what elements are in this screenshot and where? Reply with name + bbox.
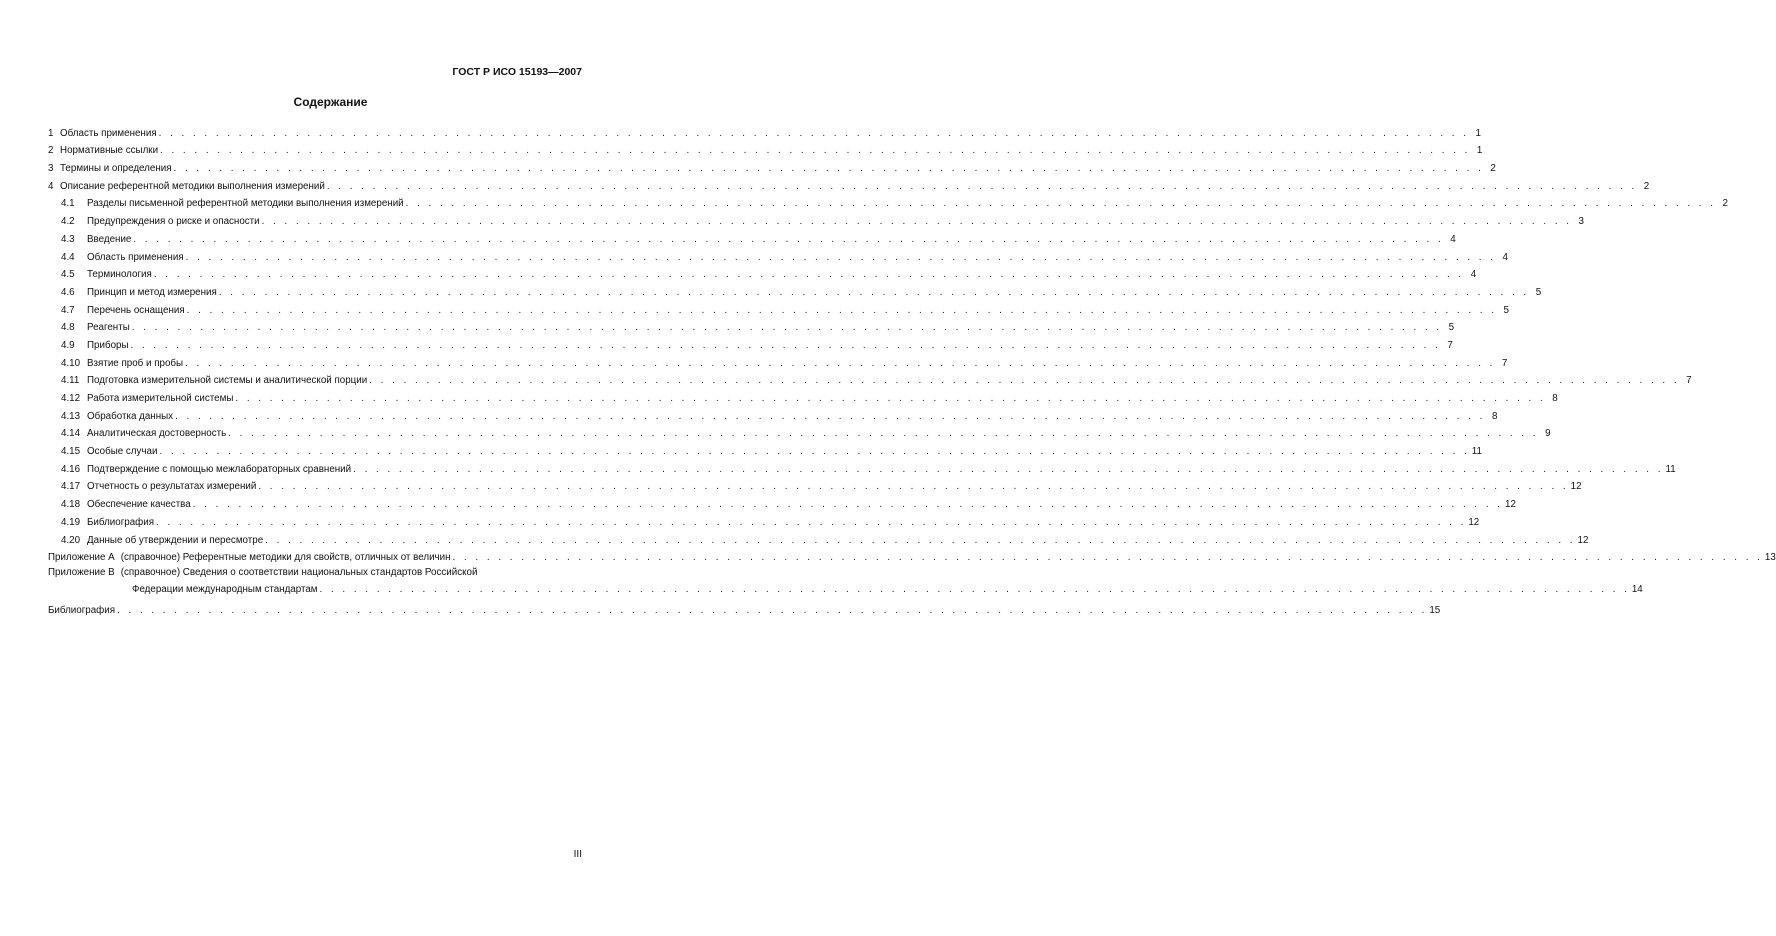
leader-dots: . . . . . . . . . . . . . . . . . . . . . . . . . . . . . . . . . . . . . . . . . . . . . . . . . . . . . . . . . . . . . . . . . . . . . . . . . . . . . . . . . . . . . . . . . . . . . . . . . . . . . . . . . . . . . . . . . . . [159,446,1470,458]
toc-entry-number: 4.7 [61,304,75,316]
toc-entry-label [61,481,256,493]
toc-entry-title: Область применения [60,127,157,139]
toc-entry-page: 12 [1570,481,1582,493]
toc-entry[interactable] [48,317,1455,335]
toc-entry-title: Обработка данных [87,410,174,422]
toc-entry-number: 4.5 [61,269,75,281]
toc-entry-title: Терминология [87,269,152,281]
toc-entry-appendix-a[interactable] [48,547,1776,565]
toc-entry-number: 4.2 [61,216,75,228]
toc-entry-title: Аналитическая достоверность [87,428,227,440]
toc-entry[interactable] [48,210,1584,228]
toc-entry-number: 4.1 [61,198,75,210]
toc-entry-page: 8 [1491,410,1498,422]
toc-entry-page: 9 [1545,428,1551,440]
toc-entry-number: 4.13 [61,410,81,422]
toc-entry-label [61,411,173,423]
toc-entry-page: 4 [1450,233,1456,245]
toc-entry-page: 15 [1429,604,1441,616]
toc-entry-label [61,375,367,387]
toc-entry-number: 2 [48,145,54,157]
toc-entry[interactable] [48,228,1456,246]
toc-entry-number: 1 [48,127,54,139]
toc-entry-label [48,128,157,140]
toc-entry-number: 4.11 [61,375,80,387]
toc-entry-label [61,234,131,246]
toc-entry[interactable] [48,122,1481,140]
leader-dots: . . . . . . . . . . . . . . . . . . . . . . . . . . . . . . . . . . . . . . . . . . . . . . . . . . . . . . . . . . . . . . . . . . . . . . . . . . . . . . . . . . . . . . . . . . . . . . . . . . . . . . . . . . . . . . . . . . . [353,463,1664,475]
toc-entry-page: 2 [1722,198,1728,210]
toc-entry[interactable] [48,476,1582,494]
toc-entry-label [61,322,130,334]
toc-entry-title: Взятие проб и пробы [87,357,184,369]
toc-entry-label [48,145,158,157]
toc-entry-title: Работа измерительной системы [87,393,234,404]
leader-dots: . . . . . . . . . . . . . . . . . . . . . . . . . . . . . . . . . . . . . . . . . . . . . . . . . . . . . . . . . . . . . . . . . . . . . . . . . . . . . . . . . . . . . . . . . . . . . . . . . . . . . . . . . . . . . . . . . . . [228,428,1539,440]
leader-dots: . . . . . . . . . . . . . . . . . . . . . . . . . . . . . . . . . . . . . . . . . . . . . . . . . . . . . . . . . . . . . . . . . . . . . . . . . . . . . . . . . . . . . . . . . . . . . . . . . . . . . . . . . . . . . . . . . . . [156,516,1467,528]
toc-entry-number: 4.19 [61,516,81,528]
document-header: ГОСТ Р ИСО 15193—2007 [452,66,582,78]
toc-entry-title: Реагенты [87,322,130,334]
toc-entry-number: 4.8 [61,322,75,334]
toc-entry[interactable] [48,175,1650,193]
leader-dots: . . . . . . . . . . . . . . . . . . . . . . . . . . . . . . . . . . . . . . . . . . . . . . . . . . . . . . . . . . . . . . . . . . . . . . . . . . . . . . . . . . . . . . . . . . . . . . . . . . . . . . . . . . . . . . . . . . . [319,584,1630,596]
toc-entry[interactable] [48,281,1542,299]
toc-entry[interactable] [48,511,1480,529]
toc-entry[interactable] [48,405,1498,423]
leader-dots: . . . . . . . . . . . . . . . . . . . . . . . . . . . . . . . . . . . . . . . . . . . . . . . . . . . . . . . . . . . . . . . . . . . . . . . . . . . . . . . . . . . . . . . . . . . . . . . . . . . . . . . . . . . . . . . . . . . [131,322,1443,334]
toc-entry-number: 4.10 [61,357,81,369]
leader-dots: . . . . . . . . . . . . . . . . . . . . . . . . . . . . . . . . . . . . . . . . . . . . . . . . . . . . . . . . . . . . . . . . . . . . . . . . . . . . . . . . . . . . . . . . . . . . . . . . . . . . . . . . . . . . . . . . . . . [153,269,1465,281]
toc-entry[interactable] [48,246,1508,264]
toc-entry-number: 4.20 [61,534,81,546]
toc-entry-page: 2 [1490,163,1496,175]
toc-entry-label [61,464,351,476]
toc-entry-page: 12 [1468,516,1480,528]
toc-entry-label [61,252,184,264]
toc-entry-title: Введение [87,233,132,245]
toc-entry-page: 3 [1578,216,1584,228]
toc-entry[interactable] [48,157,1496,175]
toc-entry-page: 12 [1577,534,1589,546]
toc-entry-title: Подготовка измерительной системы и аналитической порции [87,375,368,387]
toc-entry-page: 1 [1475,127,1481,139]
toc-entry-title: (справочное) Референтные методики для свойств, отличных от величин [120,552,451,564]
toc-entry-label [61,305,185,317]
toc-entry-label [61,499,191,511]
toc-entry-number: 4.15 [61,446,81,458]
toc-entry-number: 4.6 [61,286,75,298]
toc-entry-label [61,517,154,529]
leader-dots: . . . . . . . . . . . . . . . . . . . . . . . . . . . . . . . . . . . . . . . . . . . . . . . . . . . . . . . . . . . . . . . . . . . . . . . . . . . . . . . . . . . . . . . . . . . . . . . . . . . . . . . . . . . . . . . . . . . [117,604,1428,616]
leader-dots: . . . . . . . . . . . . . . . . . . . . . . . . . . . . . . . . . . . . . . . . . . . . . . . . . . . . . . . . . . . . . . . . . . . . . . . . . . . . . . . . . . . . . . . . . . . . . . . . . . . . . . . . . . . . . . . . . . . [326,180,1638,192]
toc-entry-bibliography[interactable] [48,599,1441,617]
toc-entry-title: (справочное) Сведения о соответствии национальных стандартов Российской [120,567,478,579]
page-title: Содержание [293,95,368,109]
toc-entry-page: 4 [1502,251,1508,263]
toc-entry[interactable] [48,387,1558,405]
toc-entry-number: 4.16 [61,463,81,475]
leader-dots: . . . . . . . . . . . . . . . . . . . . . . . . . . . . . . . . . . . . . . . . . . . . . . . . . . . . . . . . . . . . . . . . . . . . . . . . . . . . . . . . . . . . . . . . . . . . . . . . . . . . . . . . . . . . . . . . . . . [173,163,1484,175]
toc-entry[interactable] [48,193,1728,211]
leader-dots: . . . . . . . . . . . . . . . . . . . . . . . . . . . . . . . . . . . . . . . . . . . . . . . . . . . . . . . . . . . . . . . . . . . . . . . . . . . . . . . . . . . . . . . . . . . . . . . . . . . . . . . . . . . . . . . . . . . [133,233,1444,245]
leader-dots: . . . . . . . . . . . . . . . . . . . . . . . . . . . . . . . . . . . . . . . . . . . . . . . . . . . . . . . . . . . . . . . . . . . . . . . . . . . . . . . . . . . . . . . . . . . . . . . . . . . . . . . . . . . . . . . . . . . [158,127,1469,139]
toc-entry-page: 14 [1631,584,1643,596]
toc-entry-label [48,181,325,193]
toc-entry-label [61,446,157,458]
leader-dots: . . . . . . . . . . . . . . . . . . . . . . . . . . . . . . . . . . . . . . . . . . . . . . . . . . . . . . . . . . . . . . . . . . . . . . . . . . . . . . . . . . . . . . . . . . . . . . . . . . . . . . . . . . . . . . . . . . . [369,375,1680,387]
toc-entry-title: Перечень оснащения [87,304,185,316]
toc-entry-title: Термины и определения [60,163,172,175]
table-of-contents [48,122,1776,617]
toc-entry-page: 5 [1503,304,1509,316]
toc-entry[interactable] [48,264,1477,282]
toc-entry-page: 5 [1535,286,1542,298]
toc-entry[interactable] [48,440,1482,458]
toc-entry-number: 3 [48,163,54,175]
leader-dots: . . . . . . . . . . . . . . . . . . . . . . . . . . . . . . . . . . . . . . . . . . . . . . . . . . . . . . . . . . . . . . . . . . . . . . . . . . . . . . . . . . . . . . . . . . . . . . . . . . . . . . . . . . . . . . . . . . . [218,286,1530,298]
toc-entry-page: 7 [1501,357,1508,369]
leader-dots: . . . . . . . . . . . . . . . . . . . . . . . . . . . . . . . . . . . . . . . . . . . . . . . . . . . . . . . . . . . . . . . . . . . . . . . . . . . . . . . . . . . . . . . . . . . . . . . . . . . . . . . . . . . . . . . . . . . [235,393,1546,404]
toc-entry[interactable] [48,493,1516,511]
toc-entry-title: Библиография [48,604,116,616]
toc-entry-page: 2 [1643,180,1650,192]
leader-dots: . . . . . . . . . . . . . . . . . . . . . . . . . . . . . . . . . . . . . . . . . . . . . . . . . . . . . . . . . . . . . . . . . . . . . . . . . . . . . . . . . . . . . . . . . . . . . . . . . . . . . . . . . . . . . . . . . . . [130,339,1441,351]
leader-dots: . . . . . . . . . . . . . . . . . . . . . . . . . . . . . . . . . . . . . . . . . . . . . . . . . . . . . . . . . . . . . . . . . . . . . . . . . . . . . . . . . . . . . . . . . . . . . . . . . . . . . . . . . . . . . . . . . . . [175,410,1486,422]
toc-entry-label [61,393,233,405]
toc-entry[interactable] [48,458,1676,476]
leader-dots: . . . . . . . . . . . . . . . . . . . . . . . . . . . . . . . . . . . . . . . . . . . . . . . . . . . . . . . . . . . . . . . . . . . . . . . . . . . . . . . . . . . . . . . . . . . . . . . . . . . . . . . . . . . . . . . . . . . [160,145,1471,157]
toc-entry-label [61,428,226,440]
toc-entry[interactable] [48,299,1509,317]
toc-entry[interactable] [48,352,1508,370]
toc-entry-page: 1 [1476,145,1483,157]
toc-entry-number: 4.12 [61,393,81,404]
toc-entry-title: Подтверждение с помощью межлабораторных сравнений [87,463,352,475]
toc-entry-title: Принцип и метод измерения [87,286,217,298]
toc-entry-title: Особые случаи [87,446,158,458]
toc-entry-page: 12 [1505,499,1516,511]
toc-entry-page: 11 [1471,446,1482,458]
toc-entry-page: 5 [1448,322,1455,334]
toc-entry-page: 7 [1447,339,1453,351]
toc-entry-number: 4.18 [61,499,81,511]
leader-dots: . . . . . . . . . . . . . . . . . . . . . . . . . . . . . . . . . . . . . . . . . . . . . . . . . . . . . . . . . . . . . . . . . . . . . . . . . . . . . . . . . . . . . . . . . . . . . . . . . . . . . . . . . . . . . . . . . . . [405,198,1716,210]
toc-entry-title: Библиография [87,516,155,528]
toc-entry-title: Предупреждения о риске и опасности [87,216,260,228]
leader-dots: . . . . . . . . . . . . . . . . . . . . . . . . . . . . . . . . . . . . . . . . . . . . . . . . . . . . . . . . . . . . . . . . . . . . . . . . . . . . . . . . . . . . . . . . . . . . . . . . . . . . . . . . . . . . . . . . . . . [452,552,1763,564]
toc-entry-page: 8 [1552,393,1558,404]
toc-entry-title: Описание референтной методики выполнения измерений [60,180,325,192]
toc-entry-page: 4 [1470,269,1477,281]
toc-entry-title: Разделы письменной референтной методики выполнения измерений [87,198,404,210]
toc-entry-label [61,198,404,210]
toc-entry-number: 4.9 [61,339,75,351]
toc-entry-page: 13 [1764,552,1776,564]
toc-entry-page: 7 [1686,375,1692,387]
toc-entry[interactable] [48,334,1453,352]
appendix-b-line1 [48,564,582,581]
toc-entry-appendix-b[interactable] [48,564,1643,599]
toc-entry[interactable] [48,529,1589,547]
toc-entry-label [61,216,260,228]
toc-entry-number: 4.3 [61,233,75,245]
appendix-prefix: Приложение А [48,552,115,564]
leader-dots: . . . . . . . . . . . . . . . . . . . . . . . . . . . . . . . . . . . . . . . . . . . . . . . . . . . . . . . . . . . . . . . . . . . . . . . . . . . . . . . . . . . . . . . . . . . . . . . . . . . . . . . . . . . . . . . . . . . [265,534,1576,546]
page-number: III [573,849,582,860]
toc-entry-title: Область применения [87,251,184,263]
leader-dots: . . . . . . . . . . . . . . . . . . . . . . . . . . . . . . . . . . . . . . . . . . . . . . . . . . . . . . . . . . . . . . . . . . . . . . . . . . . . . . . . . . . . . . . . . . . . . . . . . . . . . . . . . . . . . . . . . . . [185,251,1496,263]
appendix-b-line2 [48,581,1643,598]
toc-entry-label [61,340,129,352]
toc-entry-number: 4.14 [61,428,81,440]
toc-entry-number: 4.4 [61,251,75,263]
leader-dots: . . . . . . . . . . . . . . . . . . . . . . . . . . . . . . . . . . . . . . . . . . . . . . . . . . . . . . . . . . . . . . . . . . . . . . . . . . . . . . . . . . . . . . . . . . . . . . . . . . . . . . . . . . . . . . . . . . . [258,481,1569,493]
toc-entry-title: Отчетность о результатах измерений [87,481,257,493]
leader-dots: . . . . . . . . . . . . . . . . . . . . . . . . . . . . . . . . . . . . . . . . . . . . . . . . . . . . . . . . . . . . . . . . . . . . . . . . . . . . . . . . . . . . . . . . . . . . . . . . . . . . . . . . . . . . . . . . . . . [261,216,1572,228]
toc-entry-title-cont: Федерации международным стандартам [132,584,318,596]
toc-entry-label [61,287,217,299]
appendix-prefix: Приложение В [48,567,115,579]
toc-entry-title: Нормативные ссылки [60,145,159,157]
toc-entry-label [48,163,172,175]
toc-entry[interactable] [48,140,1483,158]
toc-entry-label [48,552,451,564]
toc-entry-page: 11 [1665,463,1676,475]
toc-entry[interactable] [48,423,1551,441]
toc-entry-label [61,269,152,281]
toc-entry-number: 4 [48,180,54,192]
leader-dots: . . . . . . . . . . . . . . . . . . . . . . . . . . . . . . . . . . . . . . . . . . . . . . . . . . . . . . . . . . . . . . . . . . . . . . . . . . . . . . . . . . . . . . . . . . . . . . . . . . . . . . . . . . . . . . . . . . . [192,499,1504,511]
toc-entry-label [61,535,263,547]
toc-entry-number: 4.17 [61,481,81,493]
toc-entry-title: Обеспечение качества [87,499,191,511]
toc-entry[interactable] [48,370,1692,388]
leader-dots: . . . . . . . . . . . . . . . . . . . . . . . . . . . . . . . . . . . . . . . . . . . . . . . . . . . . . . . . . . . . . . . . . . . . . . . . . . . . . . . . . . . . . . . . . . . . . . . . . . . . . . . . . . . . . . . . . . . [186,304,1497,316]
toc-entry-title: Приборы [87,339,129,351]
toc-entry-title: Данные об утверждении и пересмотре [87,534,264,546]
toc-entry-label [61,358,183,370]
leader-dots: . . . . . . . . . . . . . . . . . . . . . . . . . . . . . . . . . . . . . . . . . . . . . . . . . . . . . . . . . . . . . . . . . . . . . . . . . . . . . . . . . . . . . . . . . . . . . . . . . . . . . . . . . . . . . . . . . . . [185,357,1496,369]
